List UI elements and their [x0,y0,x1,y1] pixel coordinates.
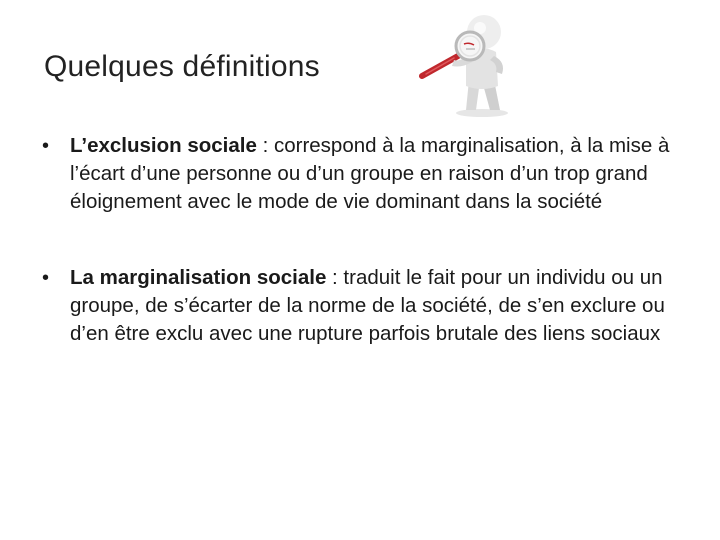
definition-item-exclusion [38,132,688,216]
definition-list [38,132,688,348]
bullet-icon: • [42,135,50,157]
slide-title: Quelques définitions [44,50,320,83]
definition-item-marginalisation [38,264,688,348]
bullet-icon: • [42,267,50,289]
magnifier-figure-icon [414,10,544,120]
definition-text: : correspond à la marginalisation, à la mise à l’écart d’une personne ou d’un groupe en raison d’un trop grand éloignement avec le mode de vie dominant dans la société [70,134,670,213]
definition-text: : traduit le fait pour un individu ou un groupe, de s’écarter de la norme de la société, de s’en exclure ou d’en être exclu avec une rupture parfois brutale des liens sociaux [70,266,665,345]
definition-term: L’exclusion sociale [70,134,257,157]
definition-term: La marginalisation sociale [70,266,327,289]
